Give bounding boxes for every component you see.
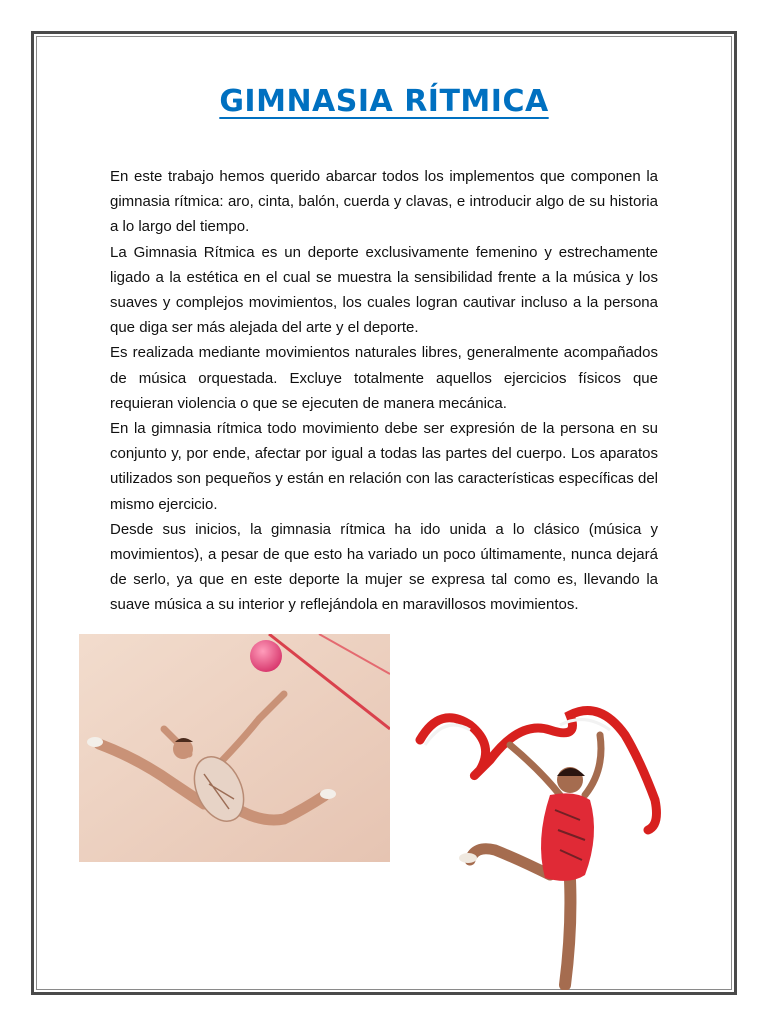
document-body [110, 164, 658, 618]
paragraph-intro: En este trabajo hemos querido abarcar todos los implementos que componen la gimnasia rítmica: aro, cinta, balón, cuerda y clavas, e introducir algo de su historia a lo largo del tiempo. [110, 168, 658, 236]
document-title: GIMNASIA RÍTMICA [219, 84, 549, 119]
gymnast-ribbon-photo [410, 700, 680, 990]
gymnast-ball-photo [79, 634, 390, 862]
paragraph-movements: Es realizada mediante movimientos naturales libres, generalmente acompañados de música orquestada. Excluye totalmente aquellos ejercicios físicos que requieran violencia o que se ejecuten de manera mecánica. [110, 344, 658, 412]
paragraph-history: Desde sus inicios, la gimnasia rítmica ha ido unida a lo clásico (música y movimientos), a pesar de que esto ha variado un poco últimamente, nunca dejará de serlo, ya que en este deporte la mujer se expresa tal como es, llevando la suave música a su interior y reflejándola en maravillosos movimientos. [110, 520, 658, 614]
paragraph-expression: En la gimnasia rítmica todo movimiento debe ser expresión de la persona en su conjunto y, por ende, afectar por igual a todas las partes del cuerpo. Los aparatos utilizados son pequeños y están en relación con las características específicas del mismo ejercicio. [110, 420, 658, 513]
paragraph-definition: La Gimnasia Rítmica es un deporte exclusivamente femenino y estrechamente ligado a la estética en el cual se muestra la sensibilidad frente a la música y los suaves y complejos movimientos, los cuales logran cautivar incluso a la persona que diga ser más alejada del arte y el deporte. [110, 243, 658, 337]
